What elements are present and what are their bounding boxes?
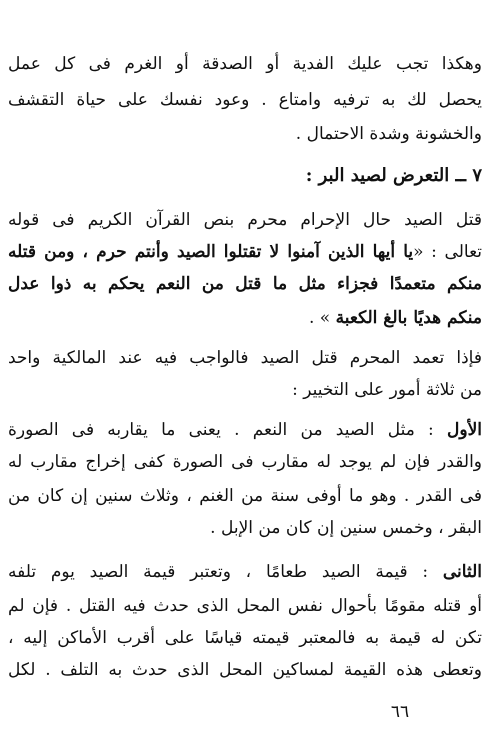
- first-option-line-1: [8, 414, 482, 446]
- second-option-label: الثانى: [442, 562, 482, 582]
- quran-verse-part-3: منكم هديًا بالغ الكعبة: [335, 308, 482, 328]
- section-7-line-2: [8, 236, 482, 268]
- second-option-line-4: وتعطى هذه القيمة لمساكين المحل الذى حدث به التلف . لكل: [8, 660, 482, 680]
- section-7-line-2-plain: تعالى : «: [413, 242, 482, 262]
- paragraph-1-line-3: والخشونة وشدة الاحتمال .: [295, 124, 482, 144]
- section-7-line-4-plain: » .: [309, 308, 336, 328]
- second-option-line-2: أو قتله مقومًا بأحوال نفس المحل الذى حدث فيه القتل . فإن لم: [8, 596, 482, 616]
- first-option-line-4: البقر ، وخمس سنين إن كان من الإبل .: [210, 518, 482, 538]
- quran-verse-part-1: يا أيها الذين آمنوا لا تقتلوا الصيد وأنتم حرم ، ومن قتله: [8, 242, 414, 262]
- section-7-heading: ٧ ــ التعرض لصيد البر :: [305, 165, 482, 186]
- first-option-text: : مثل الصيد من النعم . يعنى ما يقاربه فى الصورة: [8, 420, 448, 440]
- page-number: ٦٦: [390, 702, 410, 722]
- second-option-text: : قيمة الصيد طعامًا ، وتعتبر قيمة الصيد يوم تلفه: [8, 562, 443, 582]
- section-7-line-4: [8, 302, 482, 334]
- second-option-line-3: تكن له قيمة به فالمعتبر قيمته قياسًا على أقرب الأماكن إليه ،: [8, 628, 482, 648]
- section-7-line-1: قتل الصيد حال الإحرام محرم بنص القرآن الكريم فى قوله: [8, 210, 482, 230]
- quran-verse-part-2: منكم متعمدًا فجزاء مثل ما قتل من النعم يحكم به ذوا عدل: [8, 274, 482, 294]
- paragraph-3-line-1: فإذا تعمد المحرم قتل الصيد فالواجب فيه عند المالكية واحد: [8, 348, 482, 368]
- first-option-line-3: فى القدر . وهو ما أوفى سنة من الغنم ، وثلاث سنين إن كان من: [8, 486, 482, 506]
- paragraph-1-line-2: يحصل لك به ترفيه وامتاع . وعود نفسك على حياة التقشف: [8, 90, 482, 110]
- first-option-label: الأول: [447, 420, 482, 440]
- paragraph-3-line-2: من ثلاثة أمور على التخيير :: [292, 380, 482, 400]
- first-option-line-2: والقدر فإن لم يوجد له مقارب فى الصورة كفى إخراج مقارب له: [8, 452, 482, 472]
- paragraph-1-line-1: وهكذا تجب عليك الفدية أو الصدقة أو الغرم فى كل عمل: [8, 54, 482, 74]
- second-option-line-1: [8, 556, 482, 588]
